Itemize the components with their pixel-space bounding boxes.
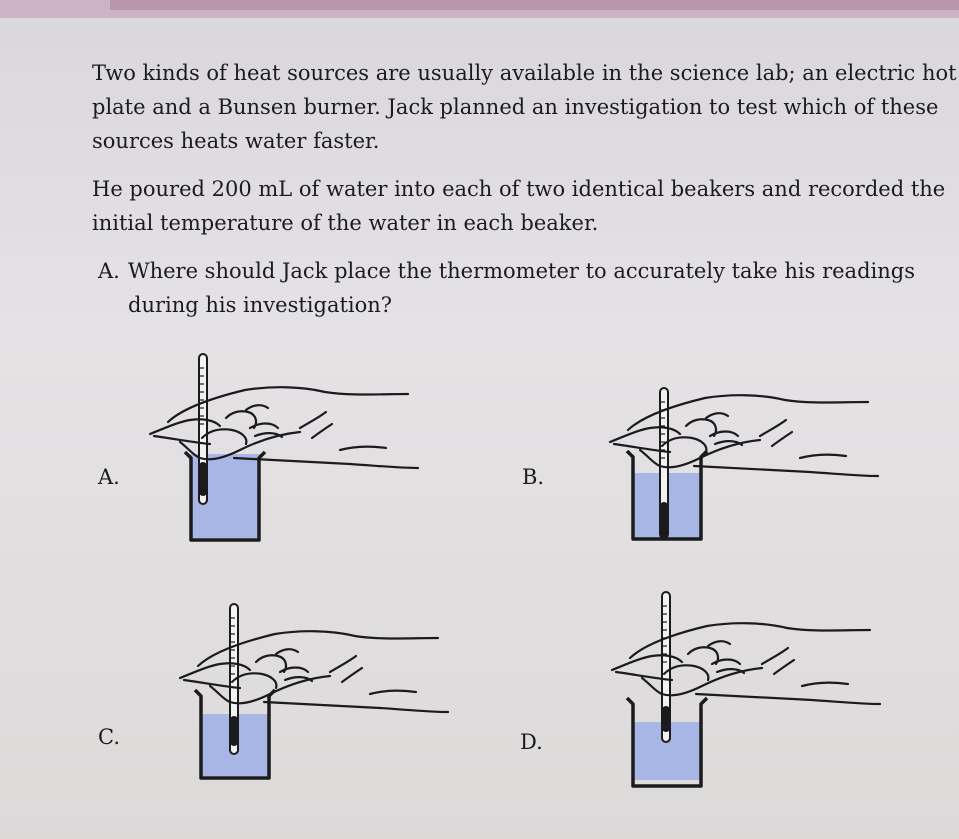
option-a-figure[interactable] — [150, 352, 420, 547]
top-color-bar-inner — [110, 0, 959, 10]
part-a-line-1: Where should Jack place the thermometer to accurately take his readings — [128, 259, 915, 283]
option-b-letter[interactable]: B. — [522, 465, 545, 489]
setup-line-2: initial temperature of the water in each beaker. — [92, 211, 599, 235]
intro-paragraph — [92, 56, 959, 158]
intro-line-3: sources heats water faster. — [92, 129, 380, 153]
part-a-text — [128, 254, 915, 322]
thermometer-bulb — [199, 462, 207, 496]
thermometer-bulb — [660, 502, 668, 538]
option-d-letter[interactable]: D. — [520, 730, 543, 754]
hand-icon — [180, 631, 448, 712]
option-c-letter[interactable]: C. — [98, 725, 120, 749]
intro-line-2: plate and a Bunsen burner. Jack planned an investigation to test which of these — [92, 95, 939, 119]
option-a-letter[interactable]: A. — [98, 465, 120, 489]
setup-line-1: He poured 200 mL of water into each of two identical beakers and recorded the — [92, 177, 946, 201]
thermometer-bulb — [230, 716, 238, 746]
option-c-figure[interactable] — [168, 604, 443, 784]
part-a-label: A. — [98, 259, 120, 283]
part-a-question — [98, 254, 915, 317]
hand-icon — [610, 395, 878, 476]
hand-icon — [612, 623, 880, 704]
thermometer-bulb — [662, 706, 670, 732]
part-a-line-2: during his investigation? — [128, 293, 393, 317]
option-b-figure[interactable] — [600, 388, 880, 548]
setup-paragraph — [92, 172, 959, 240]
option-d-figure[interactable] — [600, 590, 880, 790]
top-color-bar — [0, 0, 959, 18]
intro-line-1: Two kinds of heat sources are usually available in the science lab; an electric hot — [92, 61, 957, 85]
